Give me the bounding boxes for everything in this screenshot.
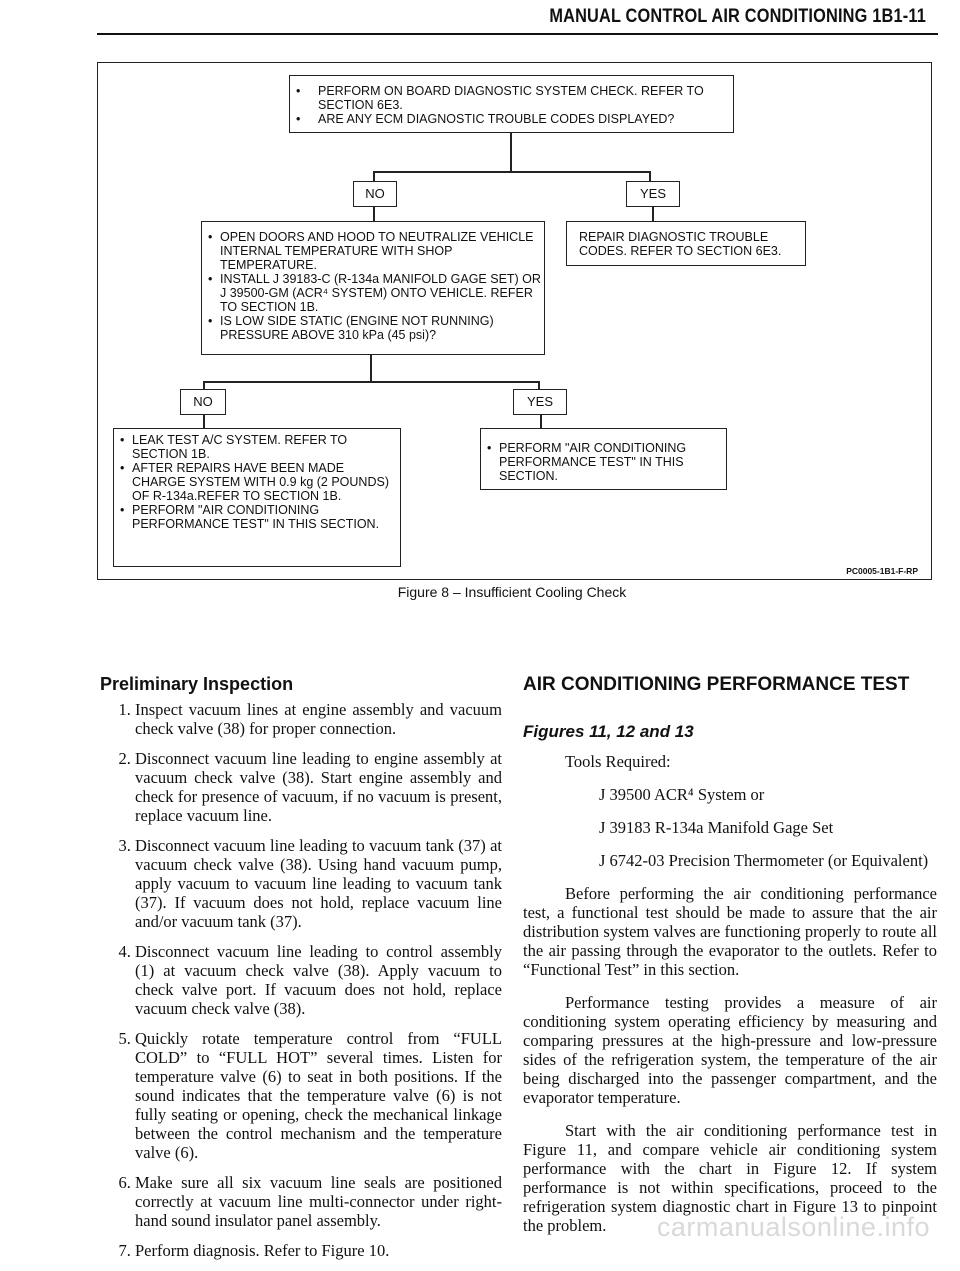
header-rule [97, 33, 938, 35]
flow-box-no-2-item: • PERFORM "AIR CONDITIONING PERFORMANCE TEST" IN THIS SECTION. [114, 503, 400, 531]
inspection-step: 4. Disconnect vacuum line leading to control assembly (1) at vacuum check valve (38). Apply vacuum to check valve port. If vacuum does not hold, replace vacuum check valve (38). [135, 942, 502, 1018]
flow-box-no-1-item: • IS LOW SIDE STATIC (ENGINE NOT RUNNING) PRESSURE ABOVE 310 kPa (45 psi)? [202, 314, 544, 342]
flow-box-start [289, 75, 734, 133]
inspection-step: 7. Perform diagnosis. Refer to Figure 10. [135, 1241, 502, 1260]
tools-required-label: Tools Required: [565, 752, 671, 771]
connector-line [373, 171, 375, 181]
inspection-step: 6. Make sure all six vacuum line seals are positioned correctly at vacuum line multi-connector under right-hand sound insulator panel assembly. [135, 1173, 502, 1230]
tool-item: J 6742-03 Precision Thermometer (or Equivalent) [599, 851, 929, 870]
body-paragraph: Start with the air conditioning performance test in Figure 11, and compare vehicle air conditioning system performance with the chart in Figure 12. If system performance is not within specifications, proceed to the refrigeration system diagnostic chart in Figure 13 to pinpoint the problem. [523, 1121, 937, 1235]
body-paragraph: Performance testing provides a measure of air conditioning system operating efficiency by measuring and comparing pressures at the high-pressure and low-pressure sides of the refrigeration system, the temperature of the air being discharged into the passenger compartment, and the evaporator temperature. [523, 993, 937, 1107]
connector-line [538, 381, 540, 389]
connector-line [370, 355, 372, 383]
watermark: carmanualsonline.info [656, 1212, 930, 1242]
flow-box-no-2-item: • LEAK TEST A/C SYSTEM. REFER TO SECTION 1B. [114, 433, 400, 461]
flow-box-no-1-item: • OPEN DOORS AND HOOD TO NEUTRALIZE VEHICLE INTERNAL TEMPERATURE WITH SHOP TEMPERATURE. [202, 230, 544, 272]
connector-line [373, 207, 375, 221]
inspection-step: 3. Disconnect vacuum line leading to vacuum tank (37) at vacuum check valve (38). Using hand vacuum pump, apply vacuum to vacuum line leading to vacuum tank (37). If vacuum does not hold, replace vacuum line and/or vacuum tank (37). [135, 836, 502, 931]
figure-code: PC0005-1B1-F-RP [846, 566, 918, 576]
connector-line [203, 415, 205, 428]
subheading-figures: Figures 11, 12 and 13 [523, 722, 694, 741]
tool-item: J 39500 ACR⁴ System or [599, 785, 765, 804]
decision-yes-label: YES [513, 389, 567, 415]
flow-box-start-item: • ARE ANY ECM DIAGNOSTIC TROUBLE CODES DISPLAYED? [290, 112, 733, 126]
connector-line [510, 133, 512, 173]
connector-line [203, 381, 205, 389]
inspection-step: 2. Disconnect vacuum line leading to engine assembly at vacuum check valve (38). Start engine assembly and check for presence of vacuum, if no vacuum is present, replace vacuum line. [135, 749, 502, 825]
flow-box-no-2-item: • AFTER REPAIRS HAVE BEEN MADE CHARGE SYSTEM WITH 0.9 kg (2 POUNDS) OF R-134a.REFER TO SECTION 1B. [114, 461, 400, 503]
flow-box-yes-2 [480, 428, 727, 490]
decision-no-label: NO [180, 389, 226, 415]
flow-box-no-1 [201, 221, 545, 355]
figure-caption: Figure 8 – Insufficient Cooling Check [397, 584, 627, 600]
connector-line [203, 381, 540, 383]
left-column [100, 700, 502, 1271]
connector-line [373, 171, 651, 173]
right-column [523, 752, 937, 1249]
flow-box-start-item: • PERFORM ON BOARD DIAGNOSTIC SYSTEM CHECK. REFER TO SECTION 6E3. [290, 84, 733, 112]
flow-box-yes-2-item: • PERFORM "AIR CONDITIONING PERFORMANCE TEST" IN THIS SECTION. [481, 441, 726, 483]
connector-line [540, 415, 542, 428]
inspection-step: 5. Quickly rotate temperature control from “FULL COLD” to “FULL HOT” several times. Listen for temperature valve (6) to seat in both positions. If the sound indicates that the temperature valve (6) is not fully seating or opening, check the mechanical linkage between the control mechanism and the temperature valve (6). [135, 1029, 502, 1162]
tool-item: J 39183 R-134a Manifold Gage Set [599, 818, 834, 837]
section-heading-ac-test: AIR CONDITIONING PERFORMANCE TEST [523, 674, 910, 695]
connector-line [649, 171, 651, 181]
body-paragraph: Before performing the air conditioning performance test, a functional test should be made to assure that the air distribution system valves are functioning properly to route all the air passing through the evaporator to the outlets. Refer to “Functional Test” in this section. [523, 884, 937, 979]
decision-yes-label: YES [626, 181, 680, 207]
decision-no-label: NO [353, 181, 397, 207]
flow-box-no-1-item: • INSTALL J 39183-C (R-134a MANIFOLD GAGE SET) OR J 39500-GM (ACR⁴ SYSTEM) ONTO VEHICLE. REFER TO SECTION 1B. [202, 272, 544, 314]
flow-box-yes-1-text: REPAIR DIAGNOSTIC TROUBLE CODES. REFER TO SECTION 6E3. [579, 230, 782, 258]
inspection-step: 1. Inspect vacuum lines at engine assembly and vacuum check valve (38) for proper connection. [135, 700, 502, 738]
page-header-title: MANUAL CONTROL AIR CONDITIONING 1B1-11 [549, 6, 926, 27]
flow-box-yes-1 [566, 221, 806, 266]
connector-line [652, 207, 654, 221]
flow-box-no-2 [113, 428, 401, 567]
section-heading-preliminary: Preliminary Inspection [100, 674, 294, 694]
